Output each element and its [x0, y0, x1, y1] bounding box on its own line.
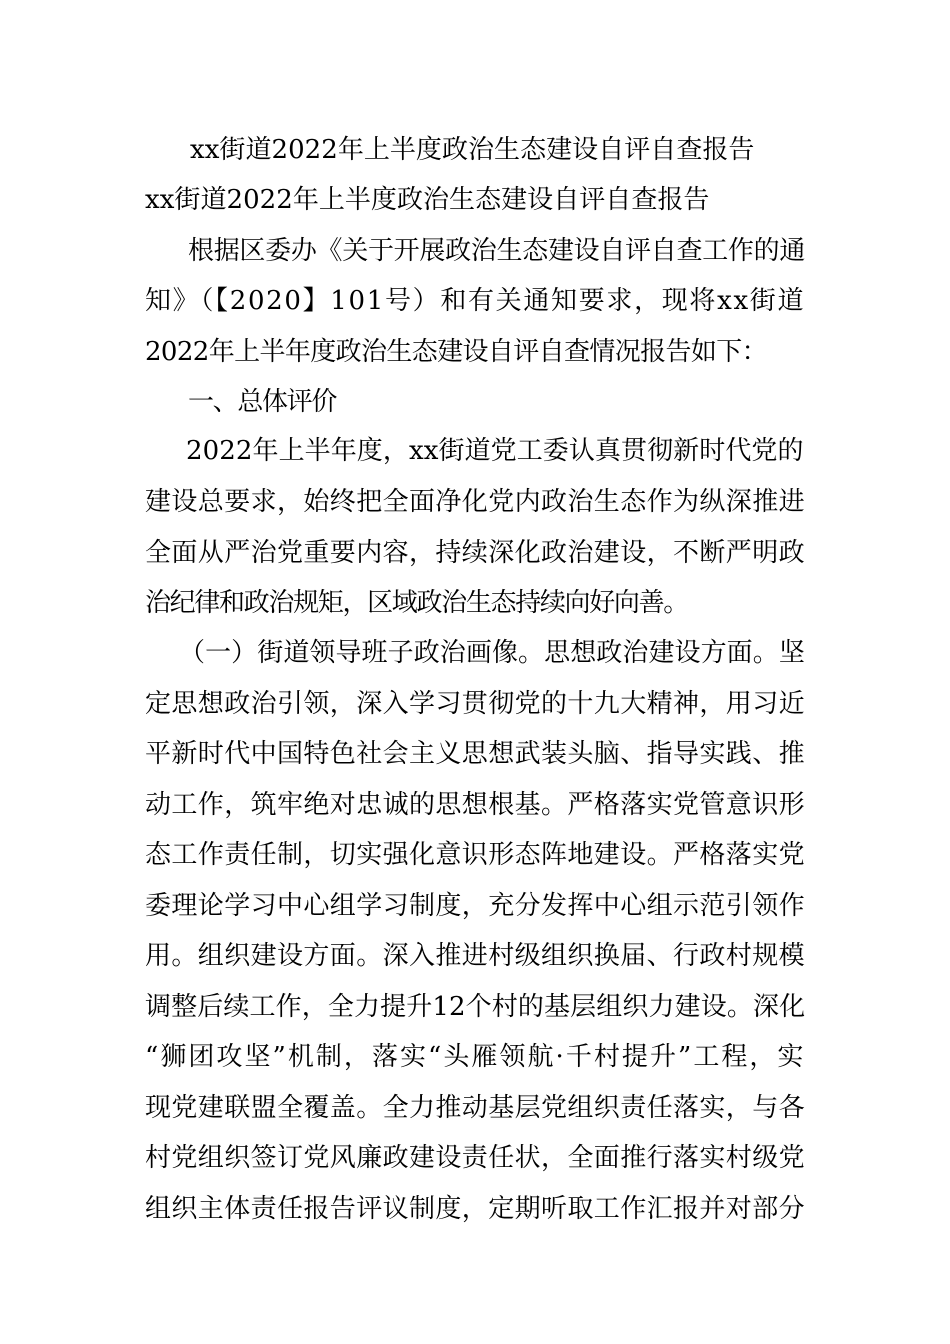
- text-line: 全面从严治党重要内容，持续深化政治建设，不断严明政: [145, 538, 806, 568]
- text-line: 建设总要求，始终把全面净化党内政治生态作为纵深推进: [145, 487, 806, 517]
- text-line: 村党组织签订党风廉政建设责任状，全面推行落实村级党: [145, 1143, 806, 1173]
- text-line: 平新时代中国特色社会主义思想武装头脑、指导实践、推: [145, 739, 806, 769]
- text-line: 委理论学习中心组学习制度，充分发挥中心组示范引领作: [145, 891, 806, 921]
- text-line: 根据区委办《关于开展政治生态建设自评自查工作的通: [188, 236, 806, 266]
- text-line: “狮团攻坚”机制，落实“头雁领航·千村提升”工程，实: [145, 1042, 806, 1072]
- text-line: 态工作责任制，切实强化意识形态阵地建设。严格落实党: [145, 840, 806, 870]
- text-line: 组织主体责任报告评议制度，定期听取工作汇报并对部分: [145, 1194, 806, 1224]
- text-line: 2022年上半年度，xx街道党工委认真贯彻新时代党的: [186, 436, 804, 466]
- text-line: （一）街道领导班子政治画像。思想政治建设方面。坚: [179, 638, 805, 668]
- document-title: xx街道2022年上半度政治生态建设自评自查报告: [190, 135, 755, 165]
- text-line: 现党建联盟全覆盖。全力推动基层党组织责任落实，与各: [145, 1093, 806, 1123]
- text-line: 用。组织建设方面。深入推进村级组织换届、行政村规模: [145, 941, 806, 971]
- text-line: 知》（【2020】101号）和有关通知要求，现将xx街道: [145, 286, 806, 316]
- text-line: 定思想政治引领，深入学习贯彻党的十九大精神，用习近: [145, 689, 806, 719]
- text-line: 治纪律和政治规矩，区域政治生态持续向好向善。: [145, 588, 688, 618]
- document-subtitle: xx街道2022年上半度政治生态建设自评自查报告: [145, 185, 710, 215]
- section-heading: 一、总体评价: [188, 387, 337, 417]
- text-line: 动工作，筑牢绝对忠诚的思想根基。严格落实党管意识形: [145, 790, 806, 820]
- text-line: 2022年上半年度政治生态建设自评自查情况报告如下：: [145, 337, 768, 367]
- text-line: 调整后续工作，全力提升12个村的基层组织力建设。深化: [145, 992, 806, 1022]
